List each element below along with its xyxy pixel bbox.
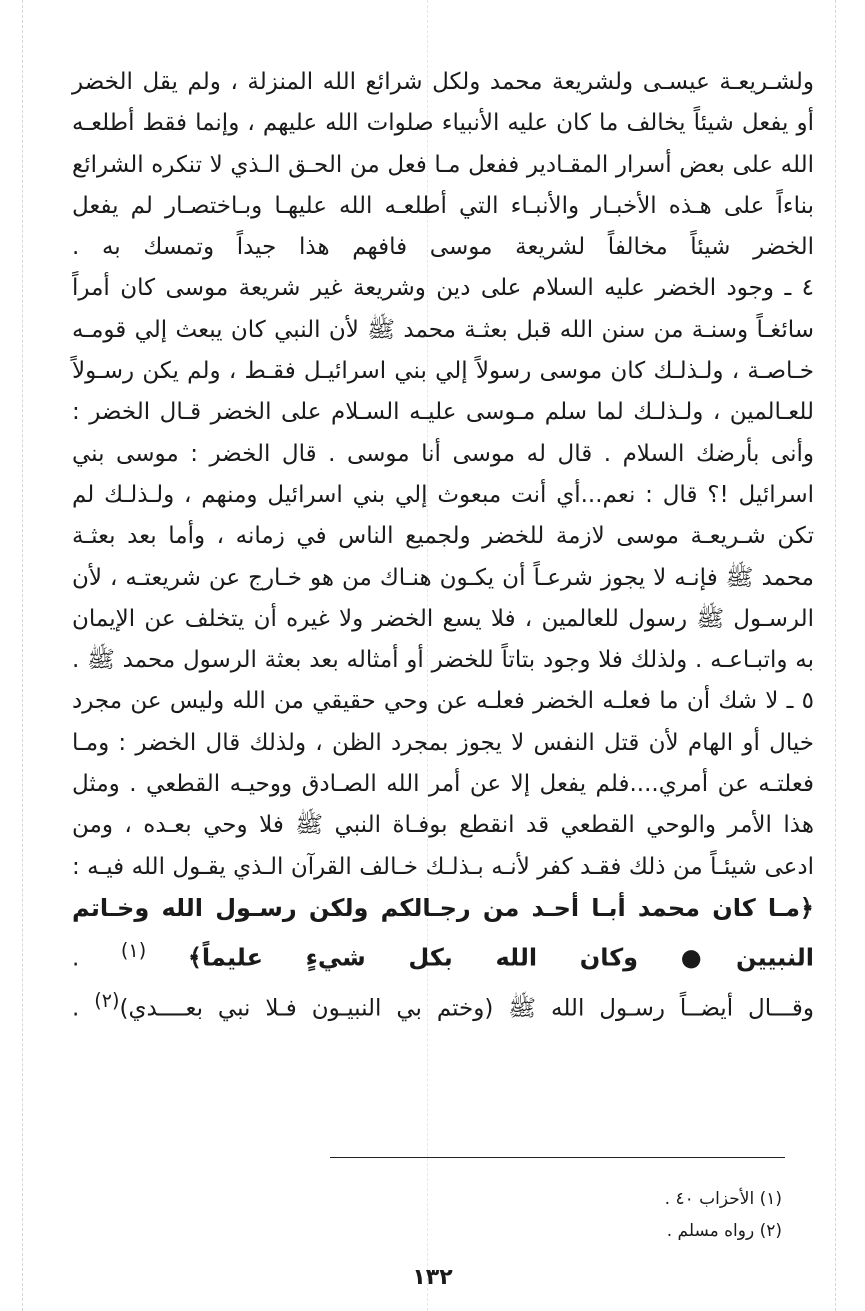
paragraph-5: ٥ ـ لا شك أن ما فعلـه الخضر فعلـه عن وحي حقيقي من الله وليس عن مجرد خيال أو الهام لأن قتل النفس لا يجوز بمجرد الظن ، ولذلك قال الخضر : ومـا فعلتـه عن أمري....فلم يفعل إلا عن أمر الله الصـادق ووحيـه القطعي . ومثل هذا الأمر والوحي القطعي قد انقطع بوفـاة النبي ﷺ فلا وحي بعـده ، ومن ادعى شيئـاً من ذلك فقـد كفر لأنـه بـذلـك خـالف القرآن الـذي يقـول الله فيـه :﴿مـا كان محمد أبـا أحـد من رجـالكم ولكن رسـول الله وخـاتم النبيين● وكان الله بكل شيءٍ عليماً﴾ $^{(١)}$ . [72,688,815,972]
hadith-intro: وقـــال أيضــاً رسـول الله ﷺ [508,995,815,1022]
footnote-1: (١) الأحزاب ٤٠ . [664,1189,782,1209]
scan-fold-line-left [22,0,23,1311]
paragraph-5-intro: ٥ ـ لا شك أن ما فعلـه الخضر فعلـه عن وحي حقيقي من الله وليس عن مجرد خيال أو الهام لأن قتل النفس لا يجوز بمجرد الظن ، ولذلك قال الخضر : ومـا فعلتـه عن أمري....فلم يفعل إلا عن أمر الله الصـادق ووحيـه القطعي . ومثل هذا الأمر والوحي القطعي قد انقطع بوفـاة النبي ﷺ فلا وحي بعـده ، ومن ادعى شيئـاً من ذلك فقـد كفر لأنـه بـذلـك خـالف القرآن الـذي يقـول الله فيـه : [72,688,814,880]
footnotes [330,1183,782,1247]
page-number: ١٣٢ [412,1265,453,1290]
paragraph-1: ولشـريعـة عيسـى ولشريعة محمد ولكل شرائع الله المنزلة ، ولم يقل الخضر أو يفعل شيئاً يخالف ما كان عليه الأنبياء صلوات الله عليهم ، وإنما فقط أطلعـه الله على بعض أسرار المقـادير ففعل مـا فعل من الحـق الـذي لا تنكره الشرائع بناءاً على هـذه الأخبـار والأنبـاء التي أطلعـه الله عليهـا وبـاختصـار لم يفعل الخضر شيئاً مخالفاً لشريعة موسى فافهم هذا جيداً وتمسك به . [72,69,814,261]
quran-verse: ﴿مـا كان محمد أبـا أحـد من رجـالكم ولكن رسـول الله وخـاتم النبيين● وكان الله بكل شيءٍ عليماً﴾ [72,893,815,972]
body-text [72,62,814,1030]
footnote-ref-1: (١) [120,939,147,963]
scan-fold-line-right [835,0,836,1311]
paragraph-4: ٤ ـ وجود الخضر عليه السلام على دين وشريعة غير شريعة موسى كان أمراً سائغـاً وسنـة من سنن الله قبل بعثـة محمد ﷺ لأن النبي كان يبعث إلي قومـه خـاصـة ، ولـذلـك كان موسى رسولاً إلي بني اسرائيـل فقـط ، ولم يكن رسـولاً للعـالمين ، ولـذلـك لما سلم مـوسى عليـه السـلام على الخضر قـال الخضر : وأنى بأرضك السلام . قال له موسى أنا موسى . قال الخضر : موسى بني اسرائيل !؟ قال : نعم...أي أنت مبعوث إلي بني اسرائيل ومنهم ، ولـذلـك لم تكن شـريعـة موسى لازمة للخضر ولجميع الناس في زمانه ، وأما بعد بعثـة محمد ﷺ فإنـه لا يجوز شرعـاً أن يكـون هنـاك من هو خـارج عن شريعتـه ، لأن الرسـول ﷺ رسول للعالمين ، فلا يسع الخضر ولا غيره أن يتخلف عن الإيمان به واتبـاعـه . ولذلك فلا وجود بتاتاً للخضر أو أمثاله بعد بعثة الرسول محمد ﷺ . [72,275,814,674]
footnote-separator [330,1157,785,1158]
hadith-text: (وختم بي النبيـون فـلا نبي بعــــدي) [119,995,494,1022]
footnote-2: (٢) رواه مسلم . [666,1221,782,1241]
footnote-ref-2: (٢) [94,989,120,1013]
hadith-paragraph: وقـــال أيضــاً رسـول الله ﷺ (وختم بي النبيـون فـلا نبي بعــــدي)$^{(٢)}$ . [72,989,815,1022]
